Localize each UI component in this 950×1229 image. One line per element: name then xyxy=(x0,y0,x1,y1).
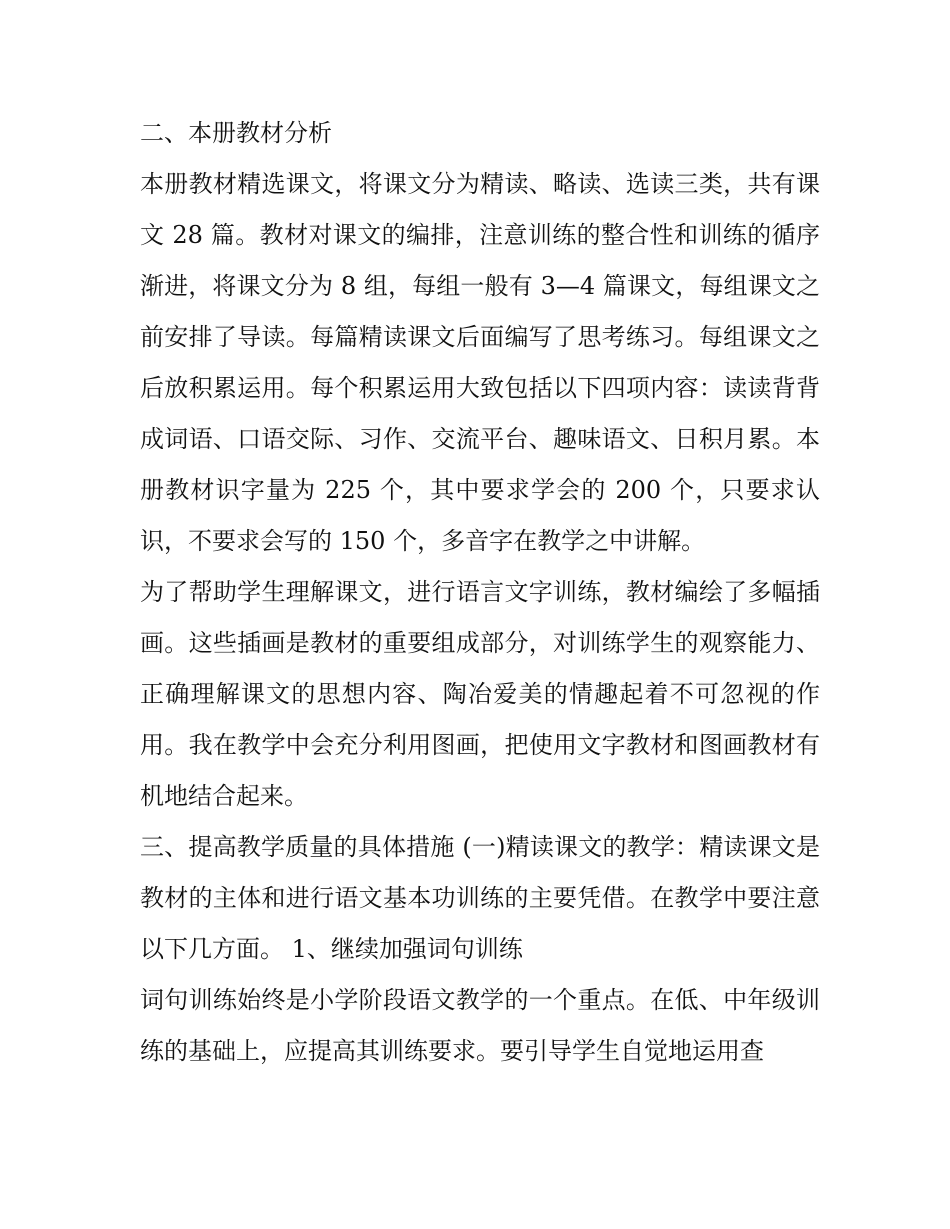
paragraph-word-sentence-training: 词句训练始终是小学阶段语文教学的一个重点。在低、中年级训练的基础上，应提高其训练要求。要引导学生自觉地运用查 xyxy=(140,986,820,1065)
section-heading-textbook-analysis: 二、本册教材分析 xyxy=(140,119,332,147)
paragraph-illustrations: 为了帮助学生理解课文，进行语言文字训练，教材编绘了多幅插画。这些插画是教材的重要组成部分，对训练学生的观察能力、正确理解课文的思想内容、陶冶爱美的情趣起着不可忽视的作用。我在教学中会充分利用图画，把使用文字教材和图画教材有机地结合起来。 xyxy=(140,578,820,810)
paragraph-teaching-measures: 三、提高教学质量的具体措施 (一)精读课文的教学：精读课文是教材的主体和进行语文基本功训练的主要凭借。在教学中要注意以下几方面。 1、继续加强词句训练 xyxy=(140,833,820,963)
document-body xyxy=(140,108,820,1077)
paragraph-textbook-overview: 本册教材精选课文，将课文分为精读、略读、选读三类，共有课文 28 篇。教材对课文的编排，注意训练的整合性和训练的循序渐进，将课文分为 8 组，每组一般有 3—4 篇课文，每组课文之前安排了导读。每篇精读课文后面编写了思考练习。每组课文之后放积累运用。每个积累运用大致包括以下四项内容：读读背背成词语、口语交际、习作、交流平台、趣味语文、日积月累。本册教材识字量为 225 个，其中要求学会的 200 个，只要求认识，不要求会写的 150 个，多音字在教学之中讲解。 xyxy=(140,170,820,555)
